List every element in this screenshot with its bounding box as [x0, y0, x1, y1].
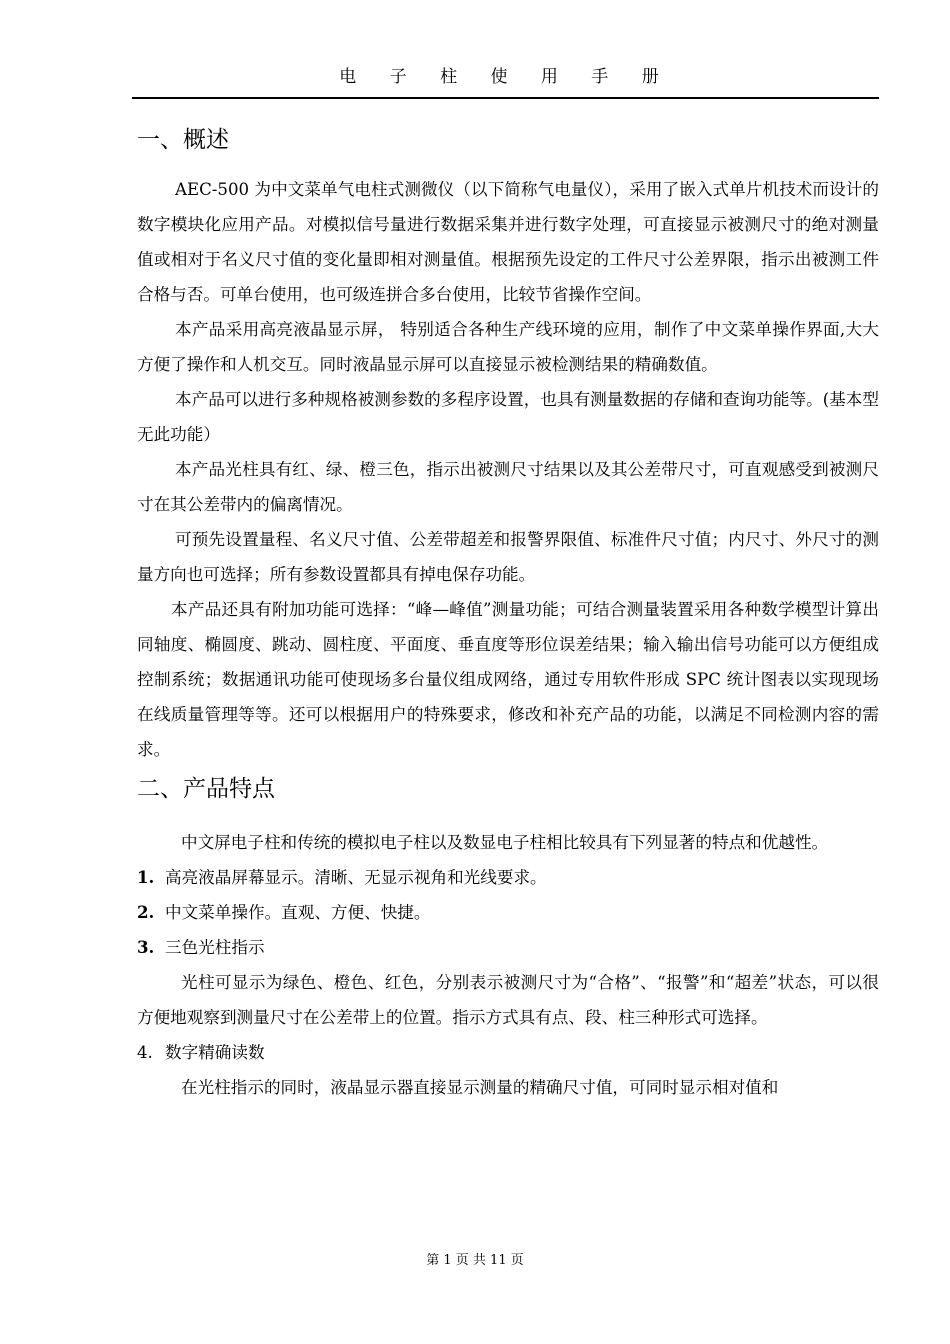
- list-item: [137, 895, 879, 930]
- paragraph: 本产品采用高亮液晶显示屏， 特别适合各种生产线环境的应用，制作了中文菜单操作界面,大大方便了操作和人机交互。同时液晶显示屏可以直接显示被检测结果的精确数值。: [137, 320, 879, 374]
- list-item: [137, 860, 879, 895]
- page-body: [137, 120, 879, 1105]
- page-footer: 第 1 页 共 11 页: [426, 1253, 524, 1268]
- list-item-text: 中文菜单操作。直观、方便、快捷。: [165, 903, 431, 922]
- paragraph: 在光柱指示的同时，液晶显示器直接显示测量的精确尺寸值，可同时显示相对值和: [181, 1078, 779, 1097]
- list-item-number: 3.: [137, 937, 155, 957]
- header-rule: [132, 97, 879, 99]
- paragraph: 本产品光柱具有红、绿、橙三色，指示出被测尺寸结果以及其公差带尺寸，可直观感受到被测尺寸在其公差带内的偏离情况。: [137, 460, 879, 514]
- list-item: [137, 1035, 879, 1070]
- paragraph: 本产品还具有附加功能可选择：“峰—峰值”测量功能；可结合测量装置采用各种数学模型计算出同轴度、椭圆度、跳动、圆柱度、平面度、垂直度等形位误差结果；输入输出信号功能可以方便组成控制系统；数据通讯功能可使现场多台量仪组成网络，通过专用软件形成 SPC 统计图表以实现现场在线质量管理等等。还可以根据用户的特殊要求，修改和补充产品的功能，以满足不同检测内容的需求。: [137, 600, 879, 759]
- list-item-text: 高亮液晶屏幕显示。清晰、无显示视角和光线要求。: [165, 868, 547, 887]
- paragraph: 光柱可显示为绿色、橙色、红色，分别表示被测尺寸为“合格”、“报警”和“超差”状态，可以很方便地观察到测量尺寸在公差带上的位置。指示方式具有点、段、柱三种形式可选择。: [137, 973, 879, 1027]
- list-item-number: 4.: [137, 1043, 153, 1062]
- section-heading-features: 二、产品特点: [137, 776, 275, 802]
- paragraph: AEC-500 为中文菜单气电柱式测微仪（以下简称气电量仪），采用了嵌入式单片机技术而设计的数字模块化应用产品。对模拟信号量进行数据采集并进行数字处理，可直接显示被测尺寸的绝对测量值或相对于名义尺寸值的变化量即相对测量值。根据预先设定的工件尺寸公差界限，指示出被测工件合格与否。可单台使用，也可级连拼合多台使用，比较节省操作空间。: [137, 180, 879, 304]
- section-heading-overview: 一、概述: [137, 127, 229, 153]
- list-item: [137, 930, 879, 965]
- paragraph: 可预先设置量程、名义尺寸值、公差带超差和报警界限值、标准件尺寸值；内尺寸、外尺寸的测量方向也可选择；所有参数设置都具有掉电保存功能。: [137, 530, 879, 584]
- list-item-number: 2.: [137, 902, 155, 922]
- list-item-number: 1.: [137, 867, 155, 887]
- list-item-text: 数字精确读数: [165, 1043, 265, 1062]
- paragraph: 中文屏电子柱和传统的模拟电子柱以及数显电子柱相比较具有下列显著的特点和优越性。: [181, 833, 829, 852]
- running-header: 电 子 柱 使 用 手 册: [339, 67, 673, 87]
- list-item-text: 三色光柱指示: [165, 938, 265, 957]
- paragraph: 本产品可以进行多种规格被测参数的多程序设置，也具有测量数据的存储和查询功能等。(基本型无此功能）: [137, 390, 879, 444]
